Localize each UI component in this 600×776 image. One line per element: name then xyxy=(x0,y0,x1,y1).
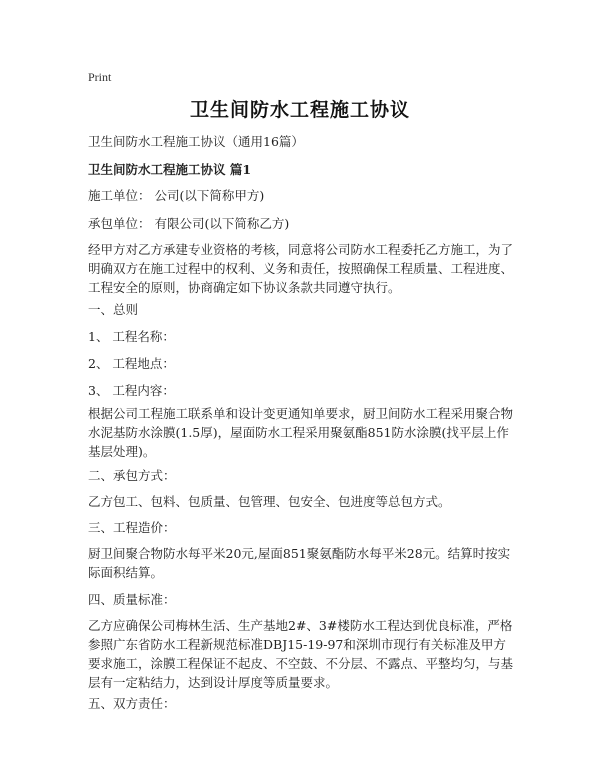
print-label[interactable]: Print xyxy=(88,70,112,84)
heading-contract-method: 二、承包方式： xyxy=(88,468,176,483)
item-project-content: 3、 工程内容： xyxy=(88,383,175,398)
heading-general: 一、总则 xyxy=(88,302,139,317)
paragraph-construction-unit: 施工单位： 公司(以下简称甲方) xyxy=(88,188,265,203)
paragraph-project-details: 根据公司工程施工联系单和设计变更通知单要求，厨卫间防水工程采用聚合物水泥基防水涂膜(1.5厚)，屋面防水工程采用聚氨酯851防水涂膜(找平层上作基层处理)。 xyxy=(88,406,514,459)
paragraph-contract-method: 乙方包工、包料、包质量、包管理、包安全、包进度等总包方式。 xyxy=(88,494,451,509)
paragraph-intro: 经甲方对乙方承建专业资格的考核，同意将公司防水工程委托乙方施工，为了明确双方在施工过程中的权利、义务和责任，按照确保工程质量、工程进度、工程安全的原则，协商确定如下协议条款共同遵守执行。 xyxy=(88,242,514,295)
heading-quality-standard: 四、质量标准： xyxy=(88,592,176,607)
paragraph-project-cost: 厨卫间聚合物防水每平米20元,屋面851聚氨酯防水每平米28元。结算时按实际面积结算。 xyxy=(88,546,511,580)
heading-responsibilities: 五、双方责任： xyxy=(88,696,176,711)
section-title: 卫生间防水工程施工协议 篇1 xyxy=(88,162,252,177)
paragraph-contractor-unit: 承包单位： 有限公司(以下简称乙方) xyxy=(88,216,290,231)
item-project-location: 2、 工程地点： xyxy=(88,356,175,371)
heading-project-cost: 三、工程造价： xyxy=(88,520,176,535)
item-project-name: 1、 工程名称： xyxy=(88,329,175,344)
document-subtitle: 卫生间防水工程施工协议（通用16篇） xyxy=(88,134,304,149)
document-title: 卫生间防水工程施工协议 xyxy=(189,99,410,121)
paragraph-quality-standard: 乙方应确保公司梅林生活、生产基地2#、3#楼防水工程达到优良标准，严格参照广东省防水工程新规范标准DBJ15-19-97和深圳市现行有关标准及甲方要求施工，涂膜工程保证不起皮、不空鼓、不分层、不露点、平整均匀，与基层有一定粘结力，达到设计厚度等质量要求。 xyxy=(88,618,514,690)
